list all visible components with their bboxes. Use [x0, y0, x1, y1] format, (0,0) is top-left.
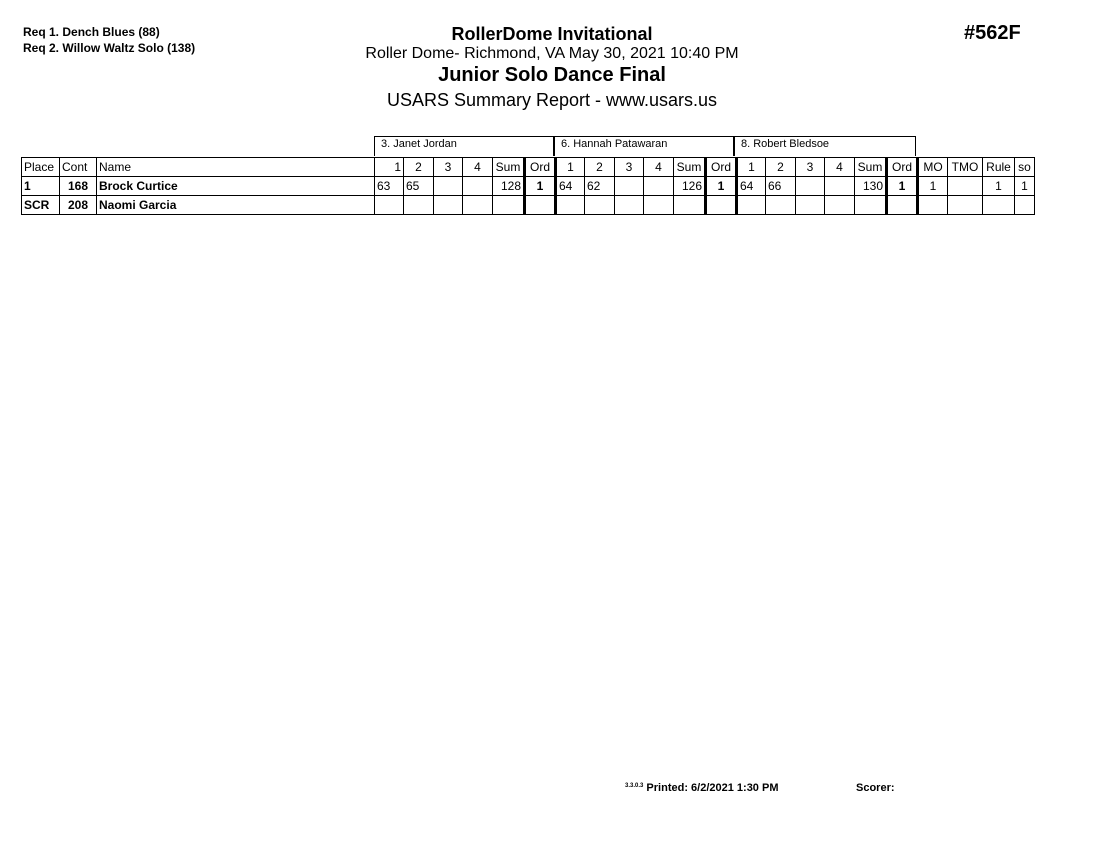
- j3-score-1: [737, 196, 766, 215]
- j2-sum: [674, 196, 706, 215]
- j1-ord: 1: [525, 177, 556, 196]
- header-j3-sum: Sum: [855, 158, 887, 177]
- request-2-prefix: Req 2.: [23, 41, 60, 55]
- j2-sum: 126: [674, 177, 706, 196]
- competition-title: Junior Solo Dance Final: [438, 64, 666, 86]
- judge-1-name: 3. Janet Jordan: [374, 136, 554, 156]
- header-j3-score-4: 4: [825, 158, 855, 177]
- header-rule: Rule: [983, 158, 1015, 177]
- row-cont: 208: [60, 196, 97, 215]
- request-1-text: Dench Blues (88): [62, 25, 160, 39]
- header-j2-score-4: 4: [644, 158, 674, 177]
- header-j2-score-2: 2: [585, 158, 615, 177]
- version-label: 3.3.0.3: [625, 783, 644, 789]
- j1-score-4: [463, 196, 493, 215]
- j3-score-2: [766, 196, 796, 215]
- row-so: [1015, 196, 1035, 215]
- row-rule: [983, 196, 1015, 215]
- header-name: Name: [97, 158, 375, 177]
- printed-footer: [625, 782, 778, 794]
- j2-ord: [706, 196, 737, 215]
- request-1-prefix: Req 1.: [23, 25, 60, 39]
- j1-sum: [493, 196, 525, 215]
- header-j1-ord: Ord: [525, 158, 556, 177]
- row-mo: [918, 196, 948, 215]
- j2-score-3: [615, 177, 644, 196]
- header-j1-score-1: 1: [375, 158, 404, 177]
- header-j1-score-4: 4: [463, 158, 493, 177]
- j3-ord: 1: [887, 177, 918, 196]
- row-place: SCR: [22, 196, 60, 215]
- event-title: RollerDome Invitational: [451, 24, 653, 44]
- j2-score-2: 62: [585, 177, 615, 196]
- j2-score-4: [644, 177, 674, 196]
- event-code: #562F: [964, 22, 1021, 44]
- header-so: so: [1015, 158, 1035, 177]
- header-j1-score-3: 3: [434, 158, 463, 177]
- judge-3-name: 8. Robert Bledsoe: [734, 136, 916, 156]
- header-row: [22, 158, 1035, 177]
- printed-label: Printed: 6/2/2021 1:30 PM: [646, 782, 779, 794]
- row-tmo: [948, 177, 983, 196]
- header-j1-sum: Sum: [493, 158, 525, 177]
- j1-score-2: [404, 196, 434, 215]
- j3-score-4: [825, 177, 855, 196]
- j2-score-1: 64: [556, 177, 585, 196]
- row-tmo: [948, 196, 983, 215]
- header-tmo: TMO: [948, 158, 983, 177]
- j1-ord: [525, 196, 556, 215]
- j1-sum: 128: [493, 177, 525, 196]
- header-j1-score-2: 2: [404, 158, 434, 177]
- table-row: [22, 177, 1035, 196]
- header-cont: Cont: [60, 158, 97, 177]
- header-j2-sum: Sum: [674, 158, 706, 177]
- j2-score-3: [615, 196, 644, 215]
- header-j2-score-1: 1: [556, 158, 585, 177]
- request-2-text: Willow Waltz Solo (138): [62, 41, 196, 55]
- row-name: Naomi Garcia: [97, 196, 375, 215]
- row-mo: 1: [918, 177, 948, 196]
- header-mo: MO: [918, 158, 948, 177]
- j2-ord: 1: [706, 177, 737, 196]
- header-place: Place: [22, 158, 60, 177]
- j3-sum: [855, 196, 887, 215]
- j3-score-3: [796, 177, 825, 196]
- j1-score-3: [434, 196, 463, 215]
- row-place: 1: [22, 177, 60, 196]
- j2-score-4: [644, 196, 674, 215]
- j1-score-1: 63: [375, 177, 404, 196]
- j1-score-4: [463, 177, 493, 196]
- judge-2-name: 6. Hannah Patawaran: [554, 136, 734, 156]
- j1-score-1: [375, 196, 404, 215]
- row-cont: 168: [60, 177, 97, 196]
- header-j3-score-2: 2: [766, 158, 796, 177]
- header-j3-score-1: 1: [737, 158, 766, 177]
- header-j3-score-3: 3: [796, 158, 825, 177]
- j3-score-2: 66: [766, 177, 796, 196]
- row-so: 1: [1015, 177, 1035, 196]
- summary-table: [21, 157, 1035, 215]
- header-j2-ord: Ord: [706, 158, 737, 177]
- header-j2-score-3: 3: [615, 158, 644, 177]
- table-row: [22, 196, 1035, 215]
- j3-score-4: [825, 196, 855, 215]
- j2-score-1: [556, 196, 585, 215]
- report-title: USARS Summary Report - www.usars.us: [386, 90, 718, 110]
- j1-score-3: [434, 177, 463, 196]
- j2-score-2: [585, 196, 615, 215]
- header-j3-ord: Ord: [887, 158, 918, 177]
- j1-score-2: 65: [404, 177, 434, 196]
- j3-score-1: 64: [737, 177, 766, 196]
- j3-ord: [887, 196, 918, 215]
- j3-score-3: [796, 196, 825, 215]
- j3-sum: 130: [855, 177, 887, 196]
- row-name: Brock Curtice: [97, 177, 375, 196]
- location-line: Roller Dome- Richmond, VA May 30, 2021 10:40 PM: [365, 45, 739, 62]
- scorer-label: Scorer:: [856, 782, 895, 794]
- row-rule: 1: [983, 177, 1015, 196]
